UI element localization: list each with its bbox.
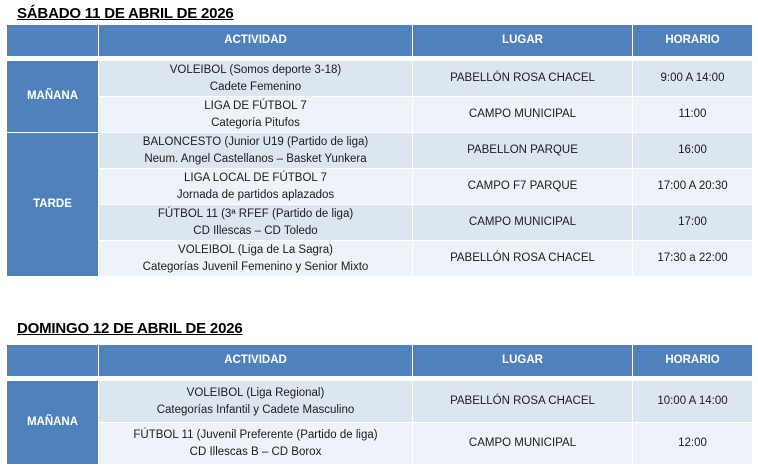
- day-title-sunday: DOMINGO 12 DE ABRIL DE 2026: [17, 320, 243, 337]
- place-cell: PABELLÓN ROSA CHACEL: [413, 241, 633, 277]
- place-cell: CAMPO MUNICIPAL: [413, 205, 633, 241]
- activity-cell: VOLEIBOL (Somos deporte 3-18) Cadete Femenino: [99, 61, 413, 97]
- time-cell: 12:00: [633, 423, 753, 465]
- time-cell: 9:00 A 14:00: [633, 61, 753, 97]
- place-cell: PABELLÓN ROSA CHACEL: [413, 61, 633, 97]
- time-cell: 16:00: [633, 133, 753, 169]
- activity-cell: LIGA LOCAL DE FÚTBOL 7 Jornada de partidos aplazados: [99, 169, 413, 205]
- time-cell: 11:00: [633, 97, 753, 133]
- time-cell: 17:00 A 20:30: [633, 169, 753, 205]
- day-title-saturday: SÁBADO 11 DE ABRIL DE 2026: [17, 5, 234, 22]
- place-cell: PABELLON PARQUE: [413, 133, 633, 169]
- place-cell: CAMPO F7 PARQUE: [413, 169, 633, 205]
- table-row: [7, 241, 753, 277]
- header-horario: HORARIO: [633, 345, 753, 377]
- header-lugar: LUGAR: [413, 25, 633, 57]
- table-row: [7, 205, 753, 241]
- table-row: [7, 169, 753, 205]
- activity-cell: FÚTBOL 11 (Juvenil Preferente (Partido de liga) CD Illescas B – CD Borox: [99, 423, 413, 465]
- table-row: [7, 61, 753, 97]
- activity-cell: BALONCESTO (Junior U19 (Partido de liga) Neum. Angel Castellanos – Basket Yunkera: [99, 133, 413, 169]
- table-row: [7, 423, 753, 465]
- activity-cell: FÚTBOL 11 (3ª RFEF (Partido de liga) CD Illescas – CD Toledo: [99, 205, 413, 241]
- table-row: [7, 97, 753, 133]
- group-label-manana: MAÑANA: [7, 381, 99, 465]
- schedule-table-sunday: [6, 344, 753, 465]
- header-actividad: ACTIVIDAD: [99, 345, 413, 377]
- group-label-manana: MAÑANA: [7, 61, 99, 133]
- activity-cell: VOLEIBOL (Liga Regional) Categorías Infantil y Cadete Masculino: [99, 381, 413, 423]
- schedule-table-saturday: [6, 24, 753, 277]
- table-row: [7, 133, 753, 169]
- header-lugar: LUGAR: [413, 345, 633, 377]
- table-row: [7, 381, 753, 423]
- activity-cell: VOLEIBOL (Liga de La Sagra) Categorías Juvenil Femenino y Senior Mixto: [99, 241, 413, 277]
- header-actividad: ACTIVIDAD: [99, 25, 413, 57]
- time-cell: 17:00: [633, 205, 753, 241]
- header-horario: HORARIO: [633, 25, 753, 57]
- time-cell: 17:30 a 22:00: [633, 241, 753, 277]
- activity-cell: LIGA DE FÚTBOL 7 Categoría Pitufos: [99, 97, 413, 133]
- place-cell: PABELLÓN ROSA CHACEL: [413, 381, 633, 423]
- place-cell: CAMPO MUNICIPAL: [413, 423, 633, 465]
- header-blank: [7, 345, 99, 377]
- header-blank: [7, 25, 99, 57]
- group-label-tarde: TARDE: [7, 133, 99, 277]
- time-cell: 10:00 A 14:00: [633, 381, 753, 423]
- place-cell: CAMPO MUNICIPAL: [413, 97, 633, 133]
